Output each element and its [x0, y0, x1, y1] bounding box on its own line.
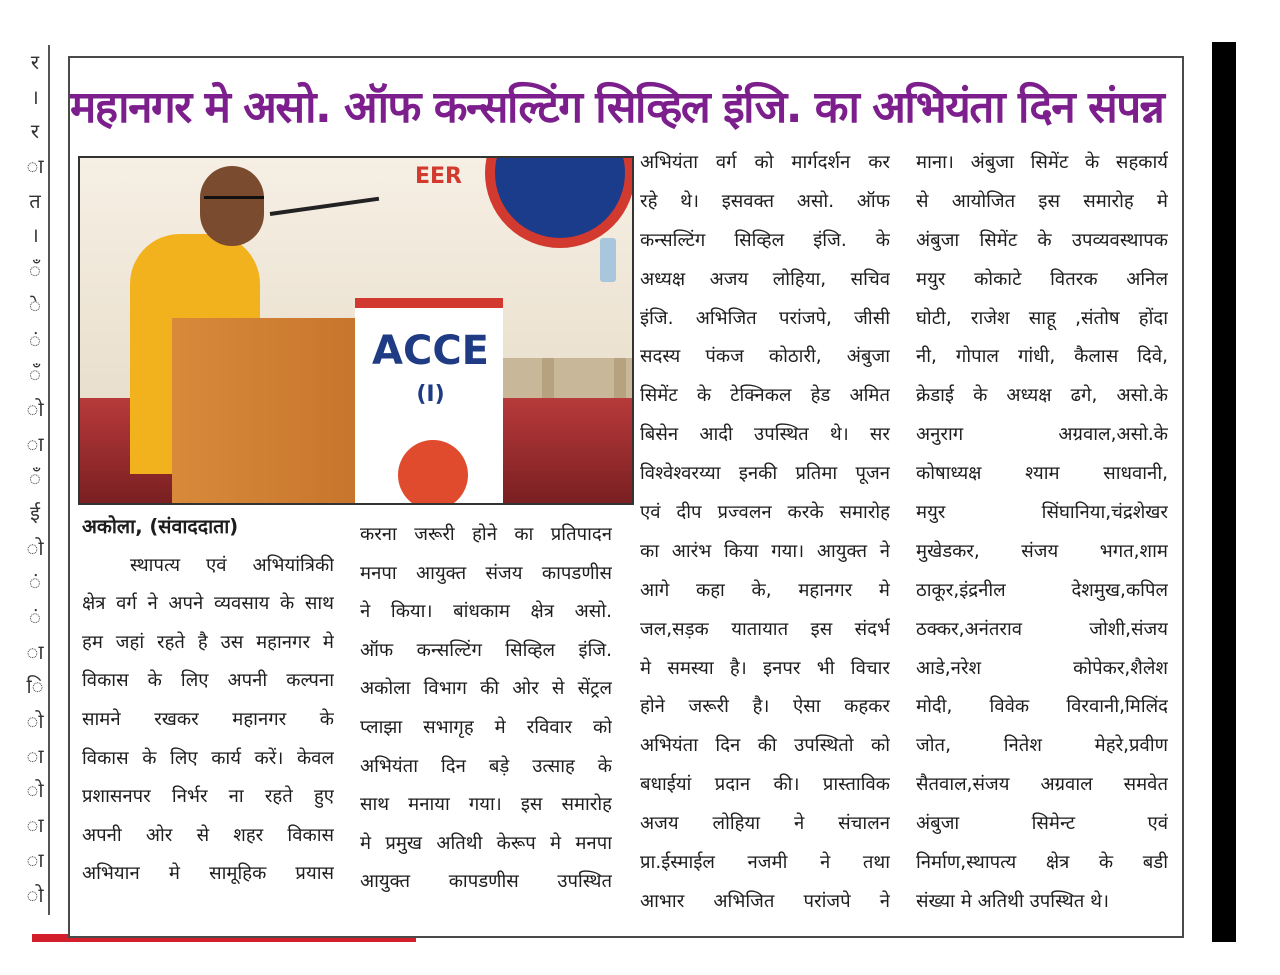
- fragment-char: ो: [26, 882, 44, 907]
- text-line: अध्यक्ष अजय लोहिया, सचिव: [640, 268, 890, 290]
- text-line: करना जरूरी होने का प्रतिपादन: [360, 524, 612, 545]
- text-line: संख्या मे अतिथी उपस्थित थे।: [916, 890, 1109, 912]
- fragment-char: ो: [26, 778, 44, 803]
- text-line: आगे कहा के, महानगर मे: [640, 579, 890, 601]
- text-line: सिमेंट के टेक्निकल हेड अमित: [640, 385, 890, 407]
- podium-subtext: (I): [416, 382, 445, 407]
- text-line: मोदी, विवेक विरवानी,मिलिंद: [916, 696, 1168, 718]
- text-line: मे समस्या है। इनपर भी विचार: [640, 657, 890, 679]
- text-line: ने किया। बांधकाम क्षेत्र असो.: [360, 601, 612, 623]
- adjacent-column-fragment: [22, 45, 50, 915]
- text-line: नी, गोपाल गांधी, कैलास दिवे,: [916, 346, 1168, 368]
- speaker-glasses: [204, 196, 264, 209]
- text-line: प्रशासनपर निर्भर ना रहते हुए: [82, 786, 334, 808]
- page-edge-bar: [1212, 42, 1236, 942]
- text-line: अभियंता दिन बड़े उत्साह के: [360, 755, 612, 777]
- text-line: हम जहां रहते है उस महानगर मे: [82, 631, 334, 653]
- text-line: जल,सड़क यातायात इस संदर्भ: [640, 618, 890, 640]
- text-line: बिसेन आदी उपस्थित थे। सर: [640, 424, 890, 446]
- text-line: अंबुजा सिमेन्ट एवं: [916, 813, 1168, 835]
- fragment-char: ा: [26, 813, 44, 838]
- text-line: अपनी ओर से शहर विकास: [82, 824, 334, 846]
- text-line: माना। अंबुजा सिमेंट के सहकार्य: [916, 152, 1168, 173]
- text-line: सैतवाल,संजय अग्रवाल समवेत: [916, 774, 1168, 796]
- text-line: मयुर सिंघानिया,चंद्रशेखर: [916, 502, 1168, 524]
- fragment-char: ं: [29, 570, 41, 595]
- text-line: ऑफ कन्सल्टिंग सिव्हिल इंजि.: [360, 639, 612, 661]
- fragment-char: ं: [29, 605, 41, 629]
- text-line: जोत, नितेश मेहरे,प्रवीण: [916, 735, 1168, 757]
- fragment-char: र: [30, 119, 40, 144]
- text-line: का आरंभ किया गया। आयुक्त ने: [640, 540, 890, 562]
- text-line: प्लाझा सभागृह मे रविवार को: [360, 716, 612, 738]
- text-line: विश्वेश्वरय्या इनकी प्रतिमा पूजन: [640, 463, 890, 485]
- text-line: विकास के लिए कार्य करें। केवल: [82, 747, 334, 769]
- podium-logo: [398, 440, 468, 505]
- fragment-char: ं: [29, 327, 41, 352]
- podium-stripe: [355, 298, 503, 308]
- text-line: मयुर कोकाटे वितरक अनिल: [916, 268, 1168, 290]
- text-line: आयुक्त कापडणीस उपस्थित: [360, 871, 612, 893]
- fragment-char: त: [29, 188, 41, 213]
- text-line: अकोला विभाग की ओर से सेंट्रल: [360, 678, 612, 700]
- fragment-char: ो: [26, 396, 44, 421]
- text-line: ठक्कर,अनंतराव जोशी,संजय: [916, 618, 1168, 640]
- text-line: अभियंता वर्ग को मार्गदर्शन कर: [640, 152, 890, 173]
- article-headline: महानगर मे असो. ऑफ कन्सल्टिंग सिव्हिल इंजि. का अभियंता दिन संपन्न: [70, 82, 1164, 133]
- fragment-char: ि: [26, 674, 44, 699]
- fragment-char: े: [29, 292, 41, 317]
- fragment-char: र: [30, 50, 40, 74]
- text-line: मे प्रमुख अतिथी केरूप मे मनपा: [360, 832, 612, 854]
- fragment-char: ँ: [29, 258, 41, 283]
- podium-text: ACCE: [372, 328, 489, 374]
- text-line: साथ मनाया गया। इस समारोह: [360, 794, 612, 816]
- fragment-char: ो: [26, 709, 44, 734]
- text-line: कन्सल्टिंग सिव्हिल इंजि. के: [640, 229, 890, 251]
- text-line: इंजि. अभिजित परांजपे, जीसी: [640, 307, 890, 329]
- text-line: कोषाध्यक्ष श्याम साधवानी,: [916, 463, 1168, 485]
- article-column-1: [82, 508, 334, 894]
- text-line: सदस्य पंकज कोठारी, अंबुजा: [640, 346, 890, 368]
- fragment-char: ा: [26, 431, 44, 456]
- fragment-char: ।: [31, 84, 39, 109]
- banner-text: EER: [415, 164, 462, 189]
- fragment-char: ो: [26, 535, 44, 560]
- text-line: मुखेडकर, संजय भगत,शाम: [916, 540, 1168, 562]
- text-line: अभियान मे सामूहिक प्रयास: [82, 863, 334, 885]
- text-line: रहे थे। इसवक्त असो. ऑफ: [640, 190, 890, 212]
- fragment-char: ा: [26, 743, 44, 768]
- text-line: निर्माण,स्थापत्य क्षेत्र के बडी: [916, 852, 1168, 874]
- fragment-char: ँ: [29, 362, 41, 387]
- text-line: सामने रखकर महानगर के: [82, 708, 334, 730]
- text-line: से आयोजित इस समारोह मे: [916, 190, 1168, 212]
- article-column-2: [360, 516, 612, 902]
- text-line: प्रा.ईस्माईल नजमी ने तथा: [640, 852, 890, 874]
- article-column-3: [640, 144, 890, 922]
- text-line: अंबुजा सिमेंट के उपव्यवस्थापक: [916, 229, 1168, 251]
- fragment-char: ा: [26, 639, 44, 664]
- fragment-char: ा: [26, 847, 44, 872]
- fragment-char: ।: [31, 223, 39, 248]
- text-line: अजय लोहिया ने संचालन: [640, 813, 890, 835]
- article-column-4: [916, 144, 1168, 922]
- text-line: बधाईयां प्रदान की। प्रास्ताविक: [640, 774, 890, 796]
- fragment-char: ई: [30, 500, 40, 525]
- article-photo: [78, 156, 634, 505]
- dateline: अकोला, (संवाददाता): [82, 515, 239, 538]
- text-line: विकास के लिए अपनी कल्पना: [82, 670, 334, 692]
- text-line: अभियंता दिन की उपस्थितो को: [640, 735, 890, 757]
- fragment-char: ा: [26, 154, 44, 179]
- fragment-char: ँ: [29, 466, 41, 491]
- text-line: क्षेत्र वर्ग ने अपने व्यवसाय के साथ: [82, 593, 334, 615]
- text-line: आडे,नरेश कोपेकर,शैलेश: [916, 657, 1168, 679]
- text-line: अनुराग अग्रवाल,असो.के: [916, 424, 1168, 446]
- text-line: मनपा आयुक्त संजय कापडणीस: [360, 562, 612, 584]
- text-line: होने जरूरी है। ऐसा कहकर: [640, 696, 890, 718]
- podium-wood: [172, 318, 362, 503]
- text-line: स्थापत्य एवं अभियांत्रिकी: [130, 554, 334, 576]
- text-line: आभार अभिजित परांजपे ने: [640, 890, 890, 912]
- text-line: ठाकूर,इंद्रनील देशमुख,कपिल: [916, 579, 1168, 601]
- water-bottle: [600, 238, 616, 282]
- text-line: घोटी, राजेश साहू ,संतोष होंदा: [916, 307, 1168, 329]
- text-line: एवं दीप प्रज्वलन करके समारोह: [640, 502, 890, 524]
- text-line: क्रेडाई के अध्यक्ष ढगे, असो.के: [916, 385, 1168, 407]
